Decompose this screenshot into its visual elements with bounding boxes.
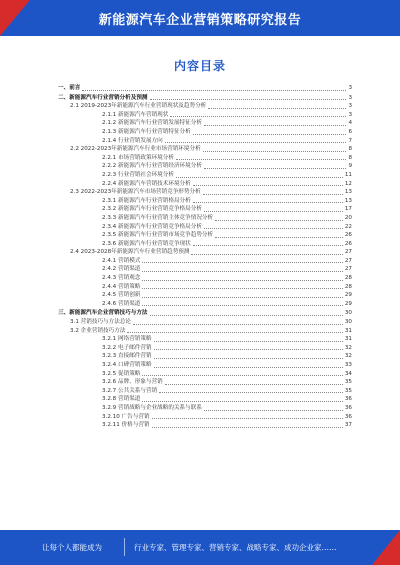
toc-entry-text: 一、前言 xyxy=(58,85,81,91)
toc-page-number: 26 xyxy=(344,232,352,239)
toc-page-number: 35 xyxy=(344,379,352,386)
footer-slogan-right: 行业专家、管理专家、营销专家、战略专家、成功企业家…… xyxy=(134,543,337,552)
toc-entry[interactable] xyxy=(58,205,352,214)
toc-leader-dots xyxy=(154,341,343,342)
toc-entry-text: 3.2.6 品牌、形象与营销 xyxy=(102,379,163,386)
toc-page-number: 31 xyxy=(344,327,352,334)
toc-entry-text: 3.2.11 价格与营销 xyxy=(102,422,150,429)
toc-entry-text: 2.4.1 营销模式 xyxy=(102,257,141,264)
toc-entry[interactable] xyxy=(58,128,352,137)
toc-entry-text: 3.2.1 网络营销策略 xyxy=(102,336,152,343)
toc-entry[interactable] xyxy=(58,257,352,266)
toc-entry-text: 3.1 营销技巧与方法总论 xyxy=(70,319,132,326)
toc-leader-dots xyxy=(142,271,342,272)
toc-page-number: 3 xyxy=(348,94,352,101)
toc-entry-text: 2.2.2 新能源汽车行业营销经济环境分析 xyxy=(102,163,202,170)
toc-entry-text: 3.2.10 广告与营销 xyxy=(102,413,150,420)
toc-entry[interactable] xyxy=(58,327,352,336)
table-of-contents xyxy=(58,84,352,430)
toc-entry[interactable] xyxy=(58,171,352,180)
toc-entry[interactable] xyxy=(58,248,352,257)
toc-entry[interactable] xyxy=(58,240,352,249)
toc-page-number: 32 xyxy=(344,353,352,360)
toc-leader-dots xyxy=(150,315,343,316)
report-header xyxy=(0,0,400,36)
toc-page-number: 3 xyxy=(348,111,352,118)
toc-page-number: 22 xyxy=(344,223,352,230)
toc-page-number: 28 xyxy=(344,283,352,290)
toc-page-number: 7 xyxy=(348,137,352,144)
toc-page-number: 29 xyxy=(344,292,352,299)
toc-leader-dots xyxy=(193,202,343,203)
toc-entry[interactable] xyxy=(58,214,352,223)
toc-page-number: 31 xyxy=(344,336,352,343)
toc-entry-text: 2.4 2023-2028年新能源汽车行业营销趋势预测 xyxy=(70,249,190,256)
toc-entry-text: 2.3 2022-2023年新能源汽车市场营销竞争形势分析 xyxy=(70,189,201,196)
toc-entry[interactable] xyxy=(58,137,352,146)
toc-leader-dots xyxy=(133,324,343,325)
toc-page-number: 30 xyxy=(344,319,352,326)
toc-leader-dots xyxy=(142,288,342,289)
toc-entry[interactable] xyxy=(58,300,352,309)
toc-entry[interactable] xyxy=(58,102,352,111)
toc-entry-text: 3.2.7 公共关系与营销 xyxy=(102,387,158,394)
toc-leader-dots xyxy=(191,254,342,255)
toc-entry[interactable] xyxy=(58,378,352,387)
toc-entry[interactable] xyxy=(58,180,352,189)
toc-page-number: 4 xyxy=(348,120,352,127)
toc-leader-dots xyxy=(142,280,342,281)
toc-entry-text: 3.2.9 营销战略与企业战略的关系与联系 xyxy=(102,404,202,411)
report-title: 新能源汽车企业营销策略研究报告 xyxy=(98,13,302,28)
toc-leader-dots xyxy=(176,159,346,160)
toc-page-number: 33 xyxy=(344,362,352,368)
toc-entry-text: 2.1.1 新能源汽车营销现状 xyxy=(102,111,169,118)
toc-leader-dots xyxy=(193,134,347,135)
toc-leader-dots xyxy=(204,410,343,411)
toc-entry[interactable] xyxy=(58,231,352,240)
toc-entry[interactable] xyxy=(58,265,352,274)
toc-entry[interactable] xyxy=(58,387,352,396)
toc-entry[interactable] xyxy=(58,413,352,422)
toc-leader-dots xyxy=(193,245,343,246)
toc-entry[interactable] xyxy=(58,188,352,197)
toc-leader-dots xyxy=(165,142,347,143)
toc-page-number: 27 xyxy=(344,257,352,264)
toc-entry-text: 2.4.2 营销渠道 xyxy=(102,266,141,273)
toc-leader-dots xyxy=(142,262,342,263)
toc-page-number: 13 xyxy=(344,189,352,196)
footer-divider xyxy=(124,538,125,556)
toc-leader-dots xyxy=(204,125,347,126)
toc-page-number: 27 xyxy=(344,266,352,273)
toc-page-number: 8 xyxy=(348,146,352,153)
toc-leader-dots xyxy=(142,305,342,306)
toc-entry-text: 2.3.3 新能源汽车行业营销主体竞争情况分析 xyxy=(102,214,214,221)
toc-entry[interactable] xyxy=(58,352,352,361)
toc-entry[interactable] xyxy=(58,421,352,430)
toc-entry[interactable] xyxy=(58,361,352,370)
toc-entry-text: 2.2.1 市场营销政策环境分析 xyxy=(102,154,174,161)
toc-entry[interactable] xyxy=(58,111,352,120)
report-footer xyxy=(0,530,400,565)
toc-leader-dots xyxy=(142,375,342,376)
toc-page-number: 9 xyxy=(348,163,352,170)
toc-page-number: 13 xyxy=(344,197,352,204)
toc-page-number: 32 xyxy=(344,344,352,351)
toc-entry[interactable] xyxy=(58,309,352,318)
toc-entry-text: 2.1.2 新能源汽车行业营销发展特征分析 xyxy=(102,120,202,127)
toc-entry-text: 3.2.8 营销渠道 xyxy=(102,396,141,403)
toc-entry-text: 2.3.4 新能源汽车行业营销竞争格局分析 xyxy=(102,223,202,230)
toc-page-number: 36 xyxy=(344,404,352,411)
toc-entry-text: 3.2.3 直接邮件营销 xyxy=(102,353,152,360)
toc-page-number: 3 xyxy=(348,85,352,91)
toc-page-number: 12 xyxy=(344,180,352,187)
toc-entry[interactable] xyxy=(58,283,352,292)
toc-page-number: 6 xyxy=(348,128,352,135)
toc-leader-dots xyxy=(215,237,343,238)
toc-entry-text: 2.4.5 营销创新 xyxy=(102,292,141,299)
toc-entry[interactable] xyxy=(58,197,352,206)
toc-entry[interactable] xyxy=(58,223,352,232)
toc-page-number: 3 xyxy=(348,103,352,110)
toc-page-number: 11 xyxy=(344,171,352,178)
toc-entry-text: 三、新能源汽车企业营销技巧与方法 xyxy=(58,310,148,317)
toc-entry[interactable] xyxy=(58,119,352,128)
toc-leader-dots xyxy=(127,332,342,333)
toc-leader-dots xyxy=(204,168,347,169)
toc-entry-text: 二、新能源汽车行业营销分析及预测 xyxy=(58,94,148,101)
toc-entry[interactable] xyxy=(58,344,352,353)
toc-entry[interactable] xyxy=(58,318,352,327)
toc-page-number: 34 xyxy=(344,370,352,377)
toc-entry[interactable] xyxy=(58,162,352,171)
toc-heading: 内容目录 xyxy=(173,59,226,73)
footer-red-corner xyxy=(372,530,400,565)
toc-leader-dots xyxy=(165,384,343,385)
toc-leader-dots xyxy=(170,116,346,117)
toc-entry-text: 3.2.5 促销策略 xyxy=(102,370,141,377)
toc-entry-text: 2.4.3 营销观念 xyxy=(102,275,141,282)
toc-entry-text: 2.3.6 新能源汽车行业营销竞争现状 xyxy=(102,240,191,247)
toc-entry[interactable] xyxy=(58,395,352,404)
toc-page-number: 35 xyxy=(344,387,352,394)
toc-entry-text: 3.2 企业营销技巧方法 xyxy=(70,327,126,334)
toc-entry[interactable] xyxy=(58,145,352,154)
toc-page-number: 8 xyxy=(348,154,352,161)
toc-leader-dots xyxy=(152,427,343,428)
toc-leader-dots xyxy=(204,211,343,212)
toc-leader-dots xyxy=(193,185,343,186)
toc-page-number: 30 xyxy=(344,310,352,317)
toc-leader-dots xyxy=(204,228,343,229)
toc-leader-dots xyxy=(203,151,347,152)
toc-leader-dots xyxy=(150,99,347,100)
toc-entry-text: 2.4.6 营销渠道 xyxy=(102,300,141,307)
toc-page-number: 36 xyxy=(344,396,352,403)
toc-leader-dots xyxy=(82,90,346,91)
toc-entry[interactable] xyxy=(58,94,352,103)
toc-entry[interactable] xyxy=(58,84,352,93)
toc-leader-dots xyxy=(154,349,343,350)
toc-entry-text: 2.2 2022-2023年新能源汽车行业市场营销环境分析 xyxy=(70,146,201,153)
toc-entry-text: 2.4.4 营销策略 xyxy=(102,283,141,290)
toc-leader-dots xyxy=(142,297,342,298)
toc-leader-dots xyxy=(154,358,343,359)
toc-page-number: 37 xyxy=(344,422,352,429)
toc-page-number: 17 xyxy=(344,206,352,213)
toc-page-number: 20 xyxy=(344,214,352,221)
toc-page-number: 26 xyxy=(344,240,352,247)
toc-leader-dots xyxy=(142,401,342,402)
toc-page-number: 27 xyxy=(344,249,352,256)
toc-leader-dots xyxy=(152,418,343,419)
toc-entry-text: 3.2.4 口碑营销策略 xyxy=(102,362,152,368)
toc-entry[interactable] xyxy=(58,370,352,379)
toc-entry-text: 2.1.4 行业营销发展方向 xyxy=(102,137,163,144)
toc-page-number: 29 xyxy=(344,300,352,307)
toc-entry-text: 2.2.3 行业营销社会环境分析 xyxy=(102,171,174,178)
toc-page-number: 28 xyxy=(344,275,352,282)
toc-entry[interactable] xyxy=(58,154,352,163)
toc-entry[interactable] xyxy=(58,291,352,300)
toc-entry[interactable] xyxy=(58,335,352,344)
toc-entry-text: 2.2.4 新能源汽车营销技术环境分析 xyxy=(102,180,191,187)
toc-leader-dots xyxy=(176,177,343,178)
toc-entry[interactable] xyxy=(58,274,352,283)
toc-entry[interactable] xyxy=(58,404,352,413)
toc-entry-text: 2.1.3 新能源汽车行业营销特征分析 xyxy=(102,128,191,135)
toc-leader-dots xyxy=(208,108,346,109)
footer-slogan-left: 让每个人都能成为 xyxy=(42,543,102,552)
toc-leader-dots xyxy=(215,220,343,221)
toc-entry-text: 2.3.5 新能源汽车行业营销市场竞争趋势分析 xyxy=(102,232,214,239)
toc-entry-text: 3.2.2 电子邮件营销 xyxy=(102,344,152,351)
toc-leader-dots xyxy=(203,194,343,195)
toc-page-number: 36 xyxy=(344,413,352,420)
toc-entry-text: 2.1 2019-2023年新能源汽车行业营销现状及趋势分析 xyxy=(70,103,207,110)
toc-entry-text: 2.3.1 新能源汽车行业营销格局分析 xyxy=(102,197,191,204)
toc-leader-dots xyxy=(159,392,343,393)
toc-leader-dots xyxy=(154,367,343,368)
toc-entry-text: 2.3.2 新能源汽车行业营销竞争格局分析 xyxy=(102,206,202,213)
